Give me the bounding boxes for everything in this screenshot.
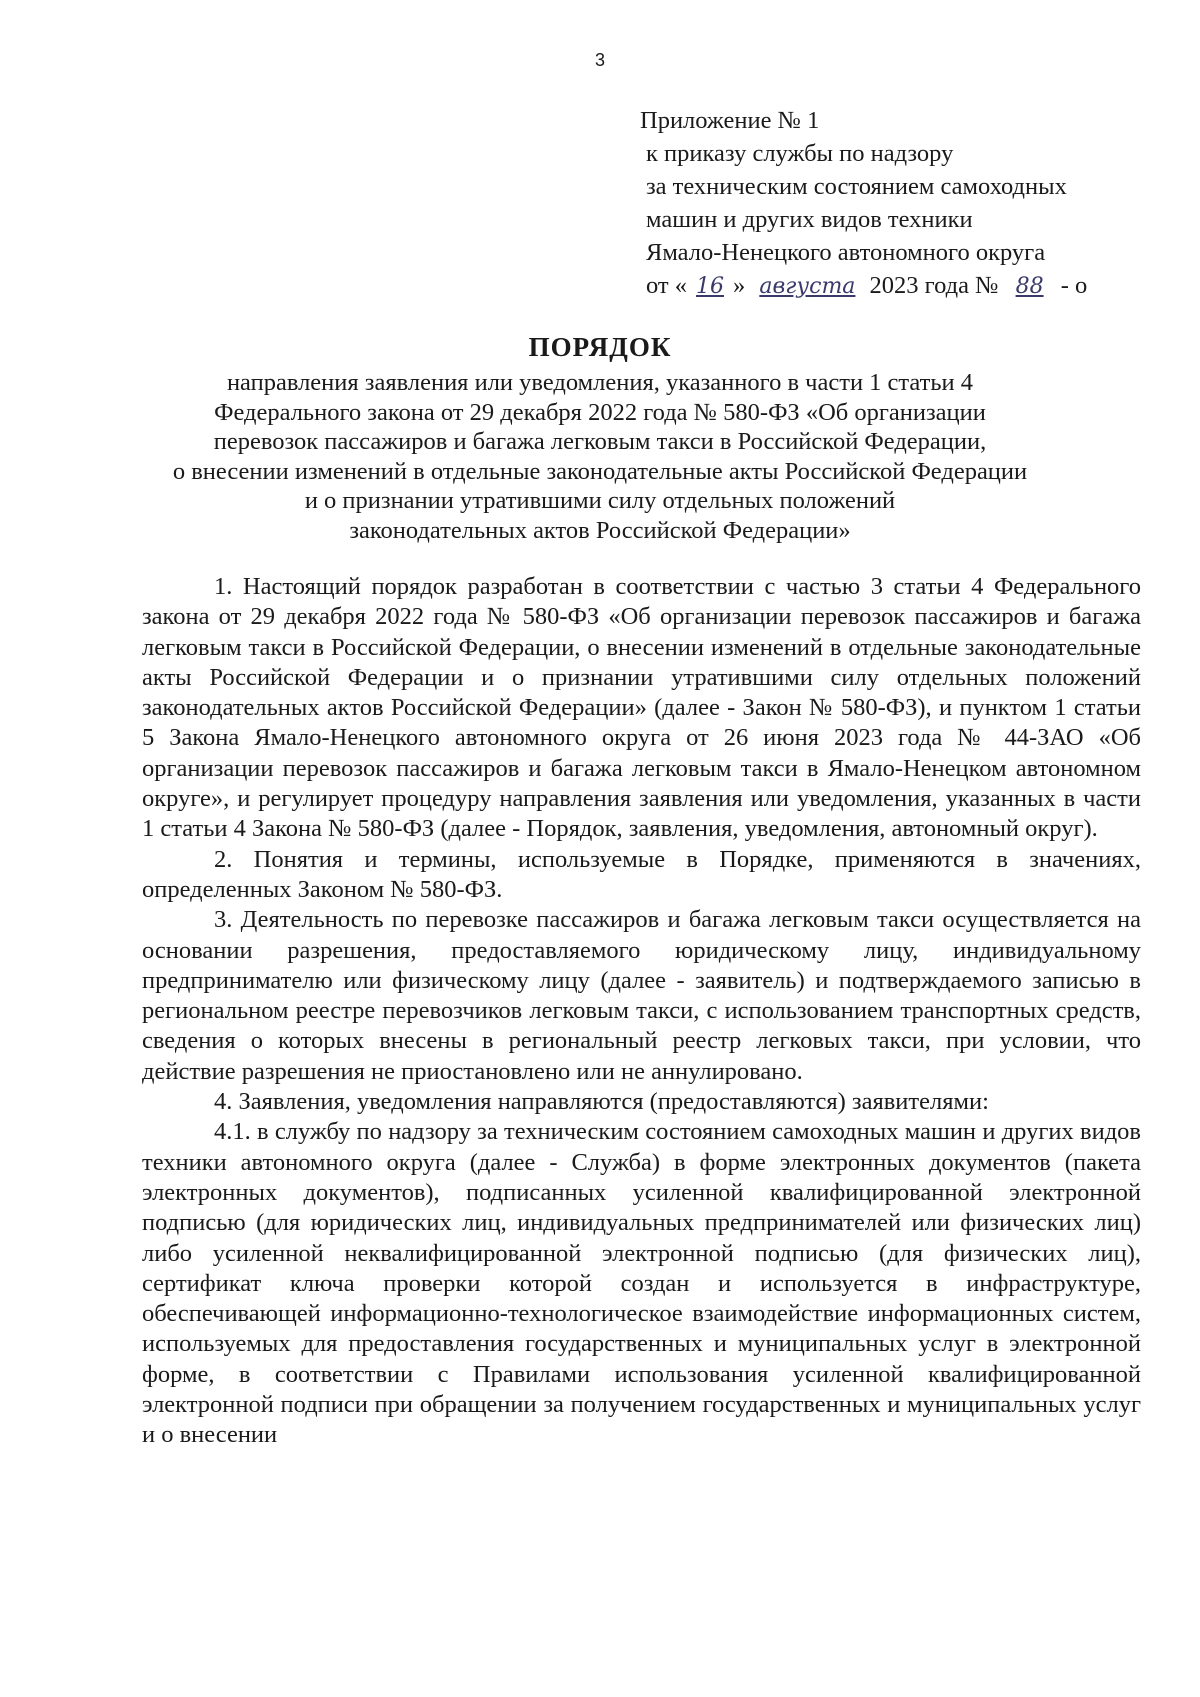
- paragraph-2: 2. Понятия и термины, используемые в Порядке, применяются в значениях, определенных Законом № 580-ФЗ.: [142, 845, 1141, 903]
- subtitle-line: законодательных актов Российской Федерации»: [349, 516, 851, 544]
- paragraph-4-1: 4.1. в службу по надзору за техническим состоянием самоходных машин и других видов техники автономного округа (далее - Служба) в форме электронных документов (пакета электронных документов), подписанных усиленной квалифицированной электронной подписью (для юридических лиц, индивидуальных предпринимателей или физических лиц) либо усиленной неквалифицированной электронной подписью (для физических лиц), сертификат ключа проверки которой создан и используется в инфраструктуре, обеспечивающей информационно-технологическое взаимодействие информационных систем, используемых для предоставления государственных и муниципальных услуг в электронной форме, в соответствии с Правилами использования усиленной квалифицированной электронной подписи при обращении за получением государственных и муниципальных услуг и о внесении: [142, 1118, 1141, 1449]
- subtitle-line: и о признании утратившими силу отдельных положений: [304, 487, 896, 514]
- paragraph-3: 3. Деятельность по перевозке пассажиров и багажа легковым такси осуществляется на основании разрешения, предоставляемого юридическому лицу, индивидуальному предпринимателю или физическому лицу (далее - заявитель) и подтверждаемого записью в региональном реестре перевозчиков легковым такси, с использованием транспортных средств, сведения о которых внесены в региональный реестр легковых такси, при условии, что действие разрешения не приостановлено или не аннулировано.: [142, 906, 1141, 1085]
- appendix-line: к приказу службы по надзору: [646, 140, 954, 167]
- appendix-block: [640, 104, 1160, 303]
- subtitle-line: Федерального закона от 29 декабря 2022 года № 580-ФЗ «Об организации: [214, 398, 986, 426]
- document-title: ПОРЯДОК: [528, 332, 672, 362]
- document-body: [142, 572, 1141, 1451]
- paragraph-1: 1. Настоящий порядок разработан в соответствии с частью 3 статьи 4 Федерального закона от 29 декабря 2022 года № 580-ФЗ «Об организации перевозок пассажиров и багажа легковым такси в Российской Федерации, о внесении изменений в отдельные законодательные акты Российской Федерации и о признании утратившими силу отдельных положений законодательных актов Российской Федерации» (далее - Закон № 580-ФЗ), и пунктом 1 статьи 5 Закона Ямало-Ненецкого автономного округа от 26 июня 2023 года № 44-ЗАО «Об организации перевозок пассажиров и багажа легковым такси в Ямало-Ненецком автономном округе», и регулирует процедуру направления заявления или уведомления, указанных в части 1 статьи 4 Закона № 580-ФЗ (далее - Порядок, заявления, уведомления, автономный округ).: [142, 573, 1141, 843]
- subtitle-line: перевозок пассажиров и багажа легковым такси в Российской Федерации,: [213, 428, 987, 455]
- appendix-line: Ямало-Ненецкого автономного округа: [646, 239, 1046, 266]
- date-year: 2023 года №: [863, 272, 1005, 299]
- appendix-line: за техническим состоянием самоходных: [646, 173, 1067, 200]
- subtitle-line: направления заявления или уведомления, указанного в части 1 статьи 4: [226, 369, 974, 396]
- appendix-line: Приложение № 1: [640, 107, 820, 134]
- appendix-line: машин и других видов техники: [646, 206, 973, 233]
- date-prefix: от «: [646, 272, 688, 299]
- handwritten-order-number: 88: [1015, 274, 1044, 299]
- handwritten-month: августа: [759, 274, 856, 299]
- appendix-date-line: [640, 269, 1160, 303]
- document-subtitle: [120, 368, 1080, 545]
- subtitle-line: о внесении изменений в отдельные законодательные акты Российской Федерации: [172, 457, 1028, 485]
- handwritten-day: 16: [696, 274, 725, 299]
- page-number: 3: [594, 50, 605, 70]
- date-mid: »: [733, 272, 752, 299]
- date-suffix: - о: [1054, 272, 1088, 299]
- paragraph-4: 4. Заявления, уведомления направляются (предоставляются) заявителями:: [214, 1088, 989, 1116]
